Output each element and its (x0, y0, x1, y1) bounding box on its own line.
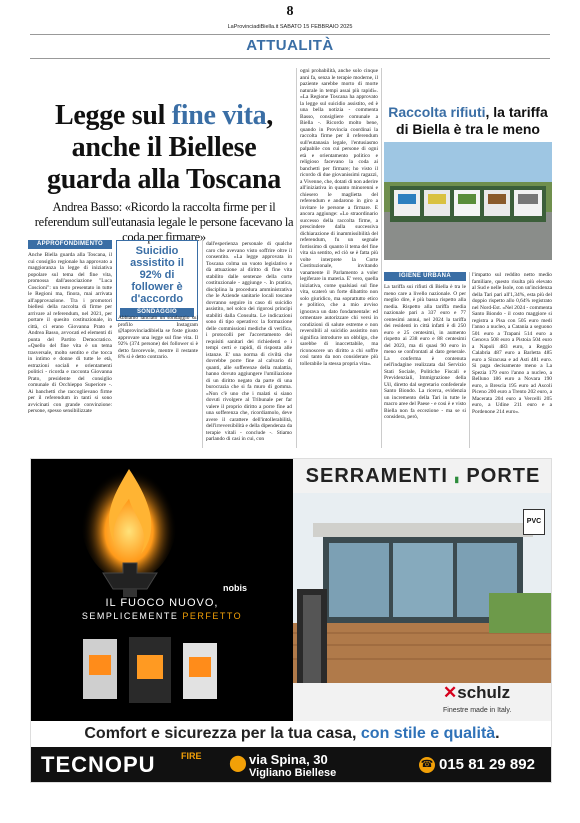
poll-text: Abbiamo lanciato un sondaggio sul profilo Instagram @laprovinciadibiella se foste giusto approvare una legge sul fine vita. Il 92% (374 persone) dei follower si è detto favorevole, mentre il restante 8% si è detto contrario. (118, 315, 198, 360)
ad-footer (31, 747, 552, 783)
article-column: dall'esperienza personale di qualche caro che avevano visto soffrire oltre il consentito. «La legge approvata in Toscana colma un vuoto legislativo e dà attuazione al diritto di fine vita stabilito dalle sentenze della corte costituzionale - aggiunge -. In pratica, disciplina la procedura amministrativa che le Aziende sanitarie locali toscane dovranno seguire in caso di suicidio assistito, nel solco dei rigorosi principi stabiliti dalla Consulta. Le indicazioni sono di tipo operativo: la formazione delle commissioni mediche di verifica, i protocolli per l'accertamento dei requisiti sanitari dei richiedenti e i tempi certi e rapidi, di risposta alle istanze. E' una norma di civiltà che dovrebbe porre fine al calvario di quanti, alle sofferenze della malattia, hanno dovuto aggiungere l'umiliazione di un diritto negato da parte di una burocrazia che si fa muro di gomma. «Non c'è uno che i malati si siano dovuti rivolgere al Tribunale per far valere il proprio diritto a porre fine ad una sofferenza che, ricordiamolo, deve avere il carattere dell'intollerabilità, dell'irreversibilità e della dipendenza da terapie vitali - conclude -. Stiamo parlando di casi in cui, con (206, 241, 292, 442)
headline-highlight: fine vita (171, 100, 267, 131)
porte-label: PORTE (466, 465, 541, 487)
masthead: LaProvinciadiBiella.it SABATO 15 FEBBRAIO 2025 (227, 24, 353, 30)
headline-part: Legge sul (55, 100, 172, 131)
fireplace-flame-illustration (31, 459, 293, 721)
recycling-bins-photo (384, 142, 552, 260)
tecnopu-logo: TECNOPU (41, 752, 156, 777)
fire-slogan-line2 (31, 611, 293, 621)
serramenti-label: SERRAMENTI (305, 465, 448, 487)
article-column: La tariffa sui rifiuti di Biella è tra le meno care a livello nazionale. O per meglio dire, è più bassa rispetto alla media. Rispetto alla tariffa media nazionale pari a 337 euro e 77 centesimi annui, nel 2024 la tariffa dei residenti in città infatti è di 250 euro e 25 centesimi, in aumento rispetto ai 238 euro e 88 centesimi del 2023, ma di quasi 90 euro in meno se confrontati al dato generale. La conferma è contenuta nell'indagine realizzata dal Servizio Stati Sociale, Politiche Fiscali e Previdenziali, Immigrazione della Uil, diretto dal segretario confederale Santo Biondo. La ricerca, evidenzia un incremento della Tari in tutte le macro aree del Paese - e cosi è e visto Biella non fa eccezione - ma se si considera, però, (384, 284, 466, 420)
house-photo-illustration (293, 493, 552, 683)
windows-ad-title (293, 465, 552, 488)
location-pin-icon: ⬤ (229, 755, 247, 772)
column-divider (296, 68, 297, 448)
slogan-part: . (495, 725, 500, 742)
article-column: Anche Biella guarda alla Toscana, il cui consiglio regionale ha approvato a maggioranza la legge di iniziativa popolare sul tema del fine vita, promossa dall'associazione "Luca Coscioni": un testo presentato in tutte le Regioni ma, finora, mai arrivata all'approvazione. Tra i promotori biellesi della raccolta di firme per arrivare al referendum, nel 2021, per portare il quesito costituzionale, in città, ci erano Giovanna Prato e Andrea Basso, avvocati ed elementi di punta del Partito Democratico. «Quello del fine vita è un tema trasversale, molto sentito e che tocca in intimo e donne di tutte le età, estrazioni sociali e orientamenti politici - ricorda e racconta Giovanna Prato, presidente del consiglio comunale di Occhieppo Superiore -. Ai banchetti che raccoglievano firme per il referendum in tanti si sono avvicinati con grande convinzione: persone, spesso sensibilizzate (28, 252, 112, 414)
column-divider (469, 272, 470, 448)
slogan-part: Comfort e sicurezza per la tua casa, (84, 725, 361, 742)
nobis-logo: nobis (223, 583, 247, 593)
slogan-part: SEMPLICEMENTE (81, 611, 183, 621)
address-line1: via Spina, 30 (249, 752, 328, 767)
pvc-badge: PVC (523, 509, 545, 535)
phone-icon: ☎ (419, 757, 435, 773)
main-headline[interactable] (28, 100, 300, 196)
schulz-logo (443, 683, 510, 703)
recycling-bins-illustration (384, 142, 552, 260)
ad-slogan (31, 721, 552, 747)
advertisement[interactable] (30, 458, 552, 783)
poll-title: Suicidio assistito il 92% di follower è d'accordo (130, 245, 184, 305)
schulz-text: schulz (457, 683, 511, 702)
poll-box (116, 240, 198, 321)
slogan-highlight: con stile e qualità (360, 725, 496, 742)
section-tag: APPROFONDIMENTO (28, 240, 112, 249)
article-column: ogni probabilità, anche solo cinque anni fa, senza le terapie moderne, il paziente sarebbe morto di morte naturale in tempi assai più rapidi». «La Regione Toscana ha approvato la legge sul suicidio assistito, ed è una bella notizia - commenta Basso, consigliere comunale a Biella -. Ricordo molto bene, quando in Provincia coordinai la raccolta firme per il referendum sull'eutanasia legale, l'entusiasmo palpabile con cui persone di ogni età e orientamento politico e religioso facevano la coda ai banchetti per firmare; ho visto il ricordo di due giovanissimi ragazzi, a Vivenne, che, dotati di non aderire all'iniziativa in quanto minorenni e chiesero le maglietta del referendum e andarono in giro a invitare le persone a firmare. E ancora aggiunge: «Lo straordinario successo della raccolta firme, a prescindere dalla successiva dichiarazione di inammissibilità del referendum, fu un segnale fortissimo di quanto il tema del fine vita sia sentito, ed ciò se è fatta più volte interprete la Corte Costituzionale, invitando vanamente il Parlamento a voler legiferare in materia. E' vero, quella iniziativa, come qualsiasi sul fine vita, scaterò un forte dibattito non solo giuridico, ma soprattutto etico e politico, che a mio avviso ignorava un dato fondamentale: ed ormentare autorizzare chi versi in condizioni di salute estreme e non reversibili al suicidio assistito non significa introdurre un obbligo, che sarebbe di inaccettabile, ma riconoscere un diritto a chi soffre così tanto da non considerare più tollerabile la stessa propria vita». (300, 68, 378, 367)
section-tag: IGIENE URBANA (384, 272, 466, 281)
side-headline-part: Raccolta (388, 104, 451, 120)
phone-number[interactable]: 015 81 29 892 (439, 756, 535, 773)
side-headline-part: , la tariffa di Biella è tra le meno (396, 104, 548, 137)
slogan-highlight: PERFETTO (182, 611, 243, 621)
schulz-mark-icon: ✕ (443, 683, 458, 702)
section-title[interactable]: ATTUALITÀ (246, 37, 334, 54)
headline-part: , anche il Biellese guarda alla Toscana (47, 100, 281, 195)
fire-label: FIRE (181, 751, 202, 761)
main-subhead: Andrea Basso: «Ricordo la raccolta firme per il referendum sull'eutanasia legale le persone facevano la coda per firmare» (34, 200, 294, 244)
poll-tag: SONDAGGIO (120, 308, 194, 317)
column-divider (381, 68, 382, 448)
side-headline-highlight: rifiuti (450, 104, 486, 120)
divider (30, 58, 550, 59)
divider (30, 34, 550, 35)
address-line2: Vigliano Biellese (249, 767, 337, 779)
article-column: l'impatto sul reddito netto medio familiare, questo risulta più elevato al Sud e nelle Isole, con un'incidenza della Tari pari all'1,34%, esta più del doppio rispetto allo 0,64% registrato nel Nord-Est. «Nel 2024 - commenta Santo Biondo - il costo maggiore si registra a Pisa con 505 euro medi l'anno a nucleo, a Catania a seguono 501 euro a Trapani 514 euro a Genova 508 euro a Pistoia 504 euro a Napoli 483 euro, a Reggio Calabria 487 euro a Barletta 485 euro a Siracusa e ad Asti 481 euro. Si paga decisamente meno a La Spezia 179 euro l'anno a nucleo, a Belluno 186 euro a Novara 190 euro, a Brescia 195 euro ad Ascoli Piceno 200 euro a Trento 202 euro, a Macerata 204 euro a Vercelli 205 euro, a Udine 211 euro e a Pordenone 214 euro». (472, 272, 552, 415)
schulz-tagline: Finestre made in Italy. (443, 707, 512, 714)
windows-ad (293, 459, 552, 721)
fire-slogan-line1: IL FUOCO NUOVO, (105, 597, 219, 609)
italy-flag-icon: ▮ (454, 475, 460, 484)
column-divider (202, 240, 203, 448)
fireplace-ad (31, 459, 293, 721)
page-number: 8 (286, 4, 294, 19)
